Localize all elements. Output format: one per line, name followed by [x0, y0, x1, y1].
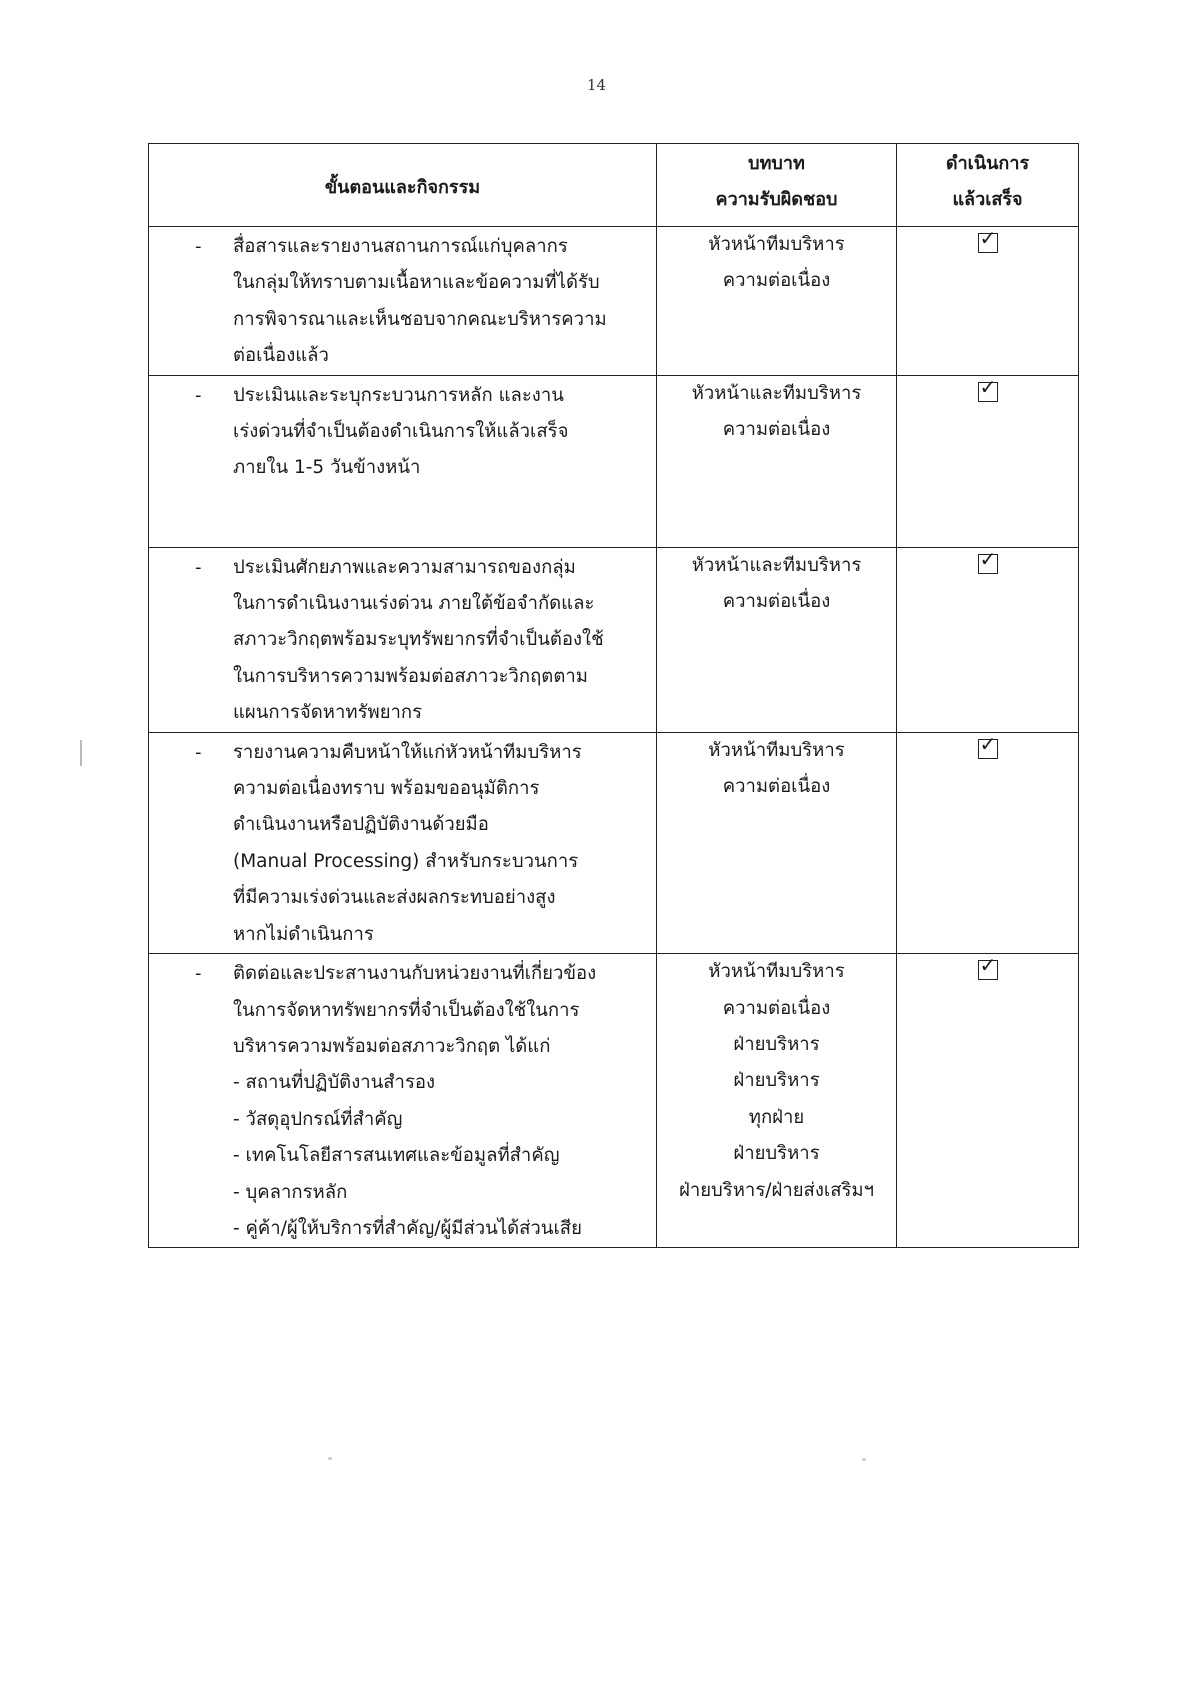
step-line: ในการดำเนินงานเร่งด่วน ภายใต้ข้อจำกัดและ	[233, 593, 595, 615]
step-line: ต่อเนื่องแล้ว	[233, 345, 329, 367]
step-line: สภาวะวิกฤตพร้อมระบุทรัพยากรที่จำเป็นต้องใช้	[233, 629, 604, 651]
bullet-dash: -	[195, 236, 202, 257]
header-step-label: ขั้นตอนและกิจกรรม	[324, 177, 481, 198]
header-role-line1: บทบาท	[748, 153, 805, 174]
role-line: หัวหน้าและทีมบริหาร	[691, 382, 862, 404]
header-done-line2: แล้วเสร็จ	[952, 189, 1023, 210]
scan-speck	[862, 1458, 866, 1461]
page-number: 14	[586, 76, 607, 94]
step-line: ในกลุ่มให้ทราบตามเนื้อหาและข้อความที่ได้รับ	[233, 272, 600, 294]
done-cell	[897, 547, 1079, 732]
step-line: แผนการจัดหาทรัพยากร	[233, 702, 423, 724]
role-line: ความต่อเนื่อง	[722, 270, 831, 292]
checked-box-icon: ✓	[978, 739, 998, 759]
step-line: ภายใน 1-5 วันข้างหน้า	[233, 457, 421, 479]
role-line: ฝ่ายบริหาร	[733, 1143, 820, 1165]
table-row	[149, 547, 1079, 732]
role-cell	[657, 954, 897, 1248]
role-line: หัวหน้าทีมบริหาร	[708, 961, 845, 983]
step-line: ที่มีความเร่งด่วนและส่งผลกระทบอย่างสูง	[233, 887, 556, 909]
step-line: บริหารความพร้อมต่อสภาวะวิกฤต ได้แก่	[233, 1035, 551, 1057]
step-line: ติดต่อและประสานงานกับหน่วยงานที่เกี่ยวข้อง	[233, 963, 597, 985]
header-done	[897, 144, 1079, 227]
step-line: - วัสดุอุปกรณ์ที่สำคัญ	[233, 1108, 403, 1130]
done-cell	[897, 732, 1079, 953]
step-line: เร่งด่วนที่จำเป็นต้องดำเนินการให้แล้วเสร็จ	[233, 421, 569, 443]
step-cell	[149, 547, 657, 732]
table-header-row	[149, 144, 1079, 227]
role-line: ฝ่ายบริหาร	[733, 1070, 820, 1092]
step-line: หากไม่ดำเนินการ	[233, 923, 374, 945]
role-line: ความต่อเนื่อง	[722, 776, 831, 798]
step-cell	[149, 375, 657, 547]
bullet-dash: -	[195, 556, 202, 578]
table-row	[149, 375, 1079, 547]
role-line: หัวหน้าทีมบริหาร	[708, 234, 845, 255]
role-cell	[657, 547, 897, 732]
activity-table	[148, 143, 1079, 1248]
bullet-dash: -	[195, 741, 202, 763]
table-row	[149, 732, 1079, 953]
checked-box-icon: ✓	[978, 960, 998, 980]
checked-box-icon: ✓	[978, 382, 998, 402]
step-line: ในการบริหารความพร้อมต่อสภาวะวิกฤตตาม	[233, 665, 588, 687]
scan-margin-mark	[80, 740, 82, 766]
checked-box-icon: ✓	[978, 233, 998, 253]
step-line: ความต่อเนื่องทราบ พร้อมขออนุมัติการ	[233, 778, 540, 800]
done-cell	[897, 954, 1079, 1248]
role-line: ฝ่ายบริหาร/ฝ่ายส่งเสริมฯ	[678, 1179, 875, 1201]
role-line: ทุกฝ่าย	[748, 1106, 805, 1128]
step-line: - บุคลากรหลัก	[233, 1181, 348, 1203]
bullet-dash: -	[195, 963, 202, 985]
step-line: ดำเนินงานหรือปฏิบัติงานด้วยมือ	[233, 814, 489, 836]
step-line: สื่อสารและรายงานสถานการณ์แก่บุคลากร	[233, 236, 568, 257]
header-role	[657, 144, 897, 227]
role-line: หัวหน้าและทีมบริหาร	[691, 554, 862, 576]
step-line: ในการจัดหาทรัพยากรที่จำเป็นต้องใช้ในการ	[233, 999, 580, 1021]
role-line: ความต่อเนื่อง	[722, 997, 831, 1019]
role-line: ฝ่ายบริหาร	[733, 1033, 820, 1055]
step-cell	[149, 227, 657, 376]
step-line: - สถานที่ปฏิบัติงานสำรอง	[233, 1072, 436, 1094]
header-done-line1: ดำเนินการ	[945, 153, 1030, 174]
step-line: - เทคโนโลยีสารสนเทศและข้อมูลที่สำคัญ	[233, 1145, 560, 1167]
header-role-line2: ความรับผิดชอบ	[715, 189, 838, 210]
role-line: ความต่อเนื่อง	[722, 419, 831, 441]
bullet-dash: -	[195, 384, 202, 406]
scan-speck	[328, 1457, 332, 1460]
done-cell	[897, 375, 1079, 547]
role-cell	[657, 732, 897, 953]
checked-box-icon: ✓	[978, 554, 998, 574]
table-row	[149, 954, 1079, 1248]
step-line: ประเมินศักยภาพและความสามารถของกลุ่ม	[233, 556, 576, 578]
step-cell	[149, 954, 657, 1248]
step-line: ประเมินและระบุกระบวนการหลัก และงาน	[233, 384, 564, 406]
header-step	[149, 144, 657, 227]
step-line: การพิจารณาและเห็นชอบจากคณะบริหารความ	[233, 308, 607, 330]
step-cell	[149, 732, 657, 953]
role-cell	[657, 375, 897, 547]
step-line: (Manual Processing) สำหรับกระบวนการ	[233, 850, 579, 872]
step-line: - คู่ค้า/ผู้ให้บริการที่สำคัญ/ผู้มีส่วนได้ส่วนเสีย	[233, 1217, 582, 1239]
step-line: รายงานความคืบหน้าให้แก่หัวหน้าทีมบริหาร	[233, 741, 582, 763]
role-cell	[657, 227, 897, 376]
role-line: หัวหน้าทีมบริหาร	[708, 739, 845, 761]
role-line: ความต่อเนื่อง	[722, 591, 831, 613]
table-row	[149, 227, 1079, 376]
done-cell	[897, 227, 1079, 376]
